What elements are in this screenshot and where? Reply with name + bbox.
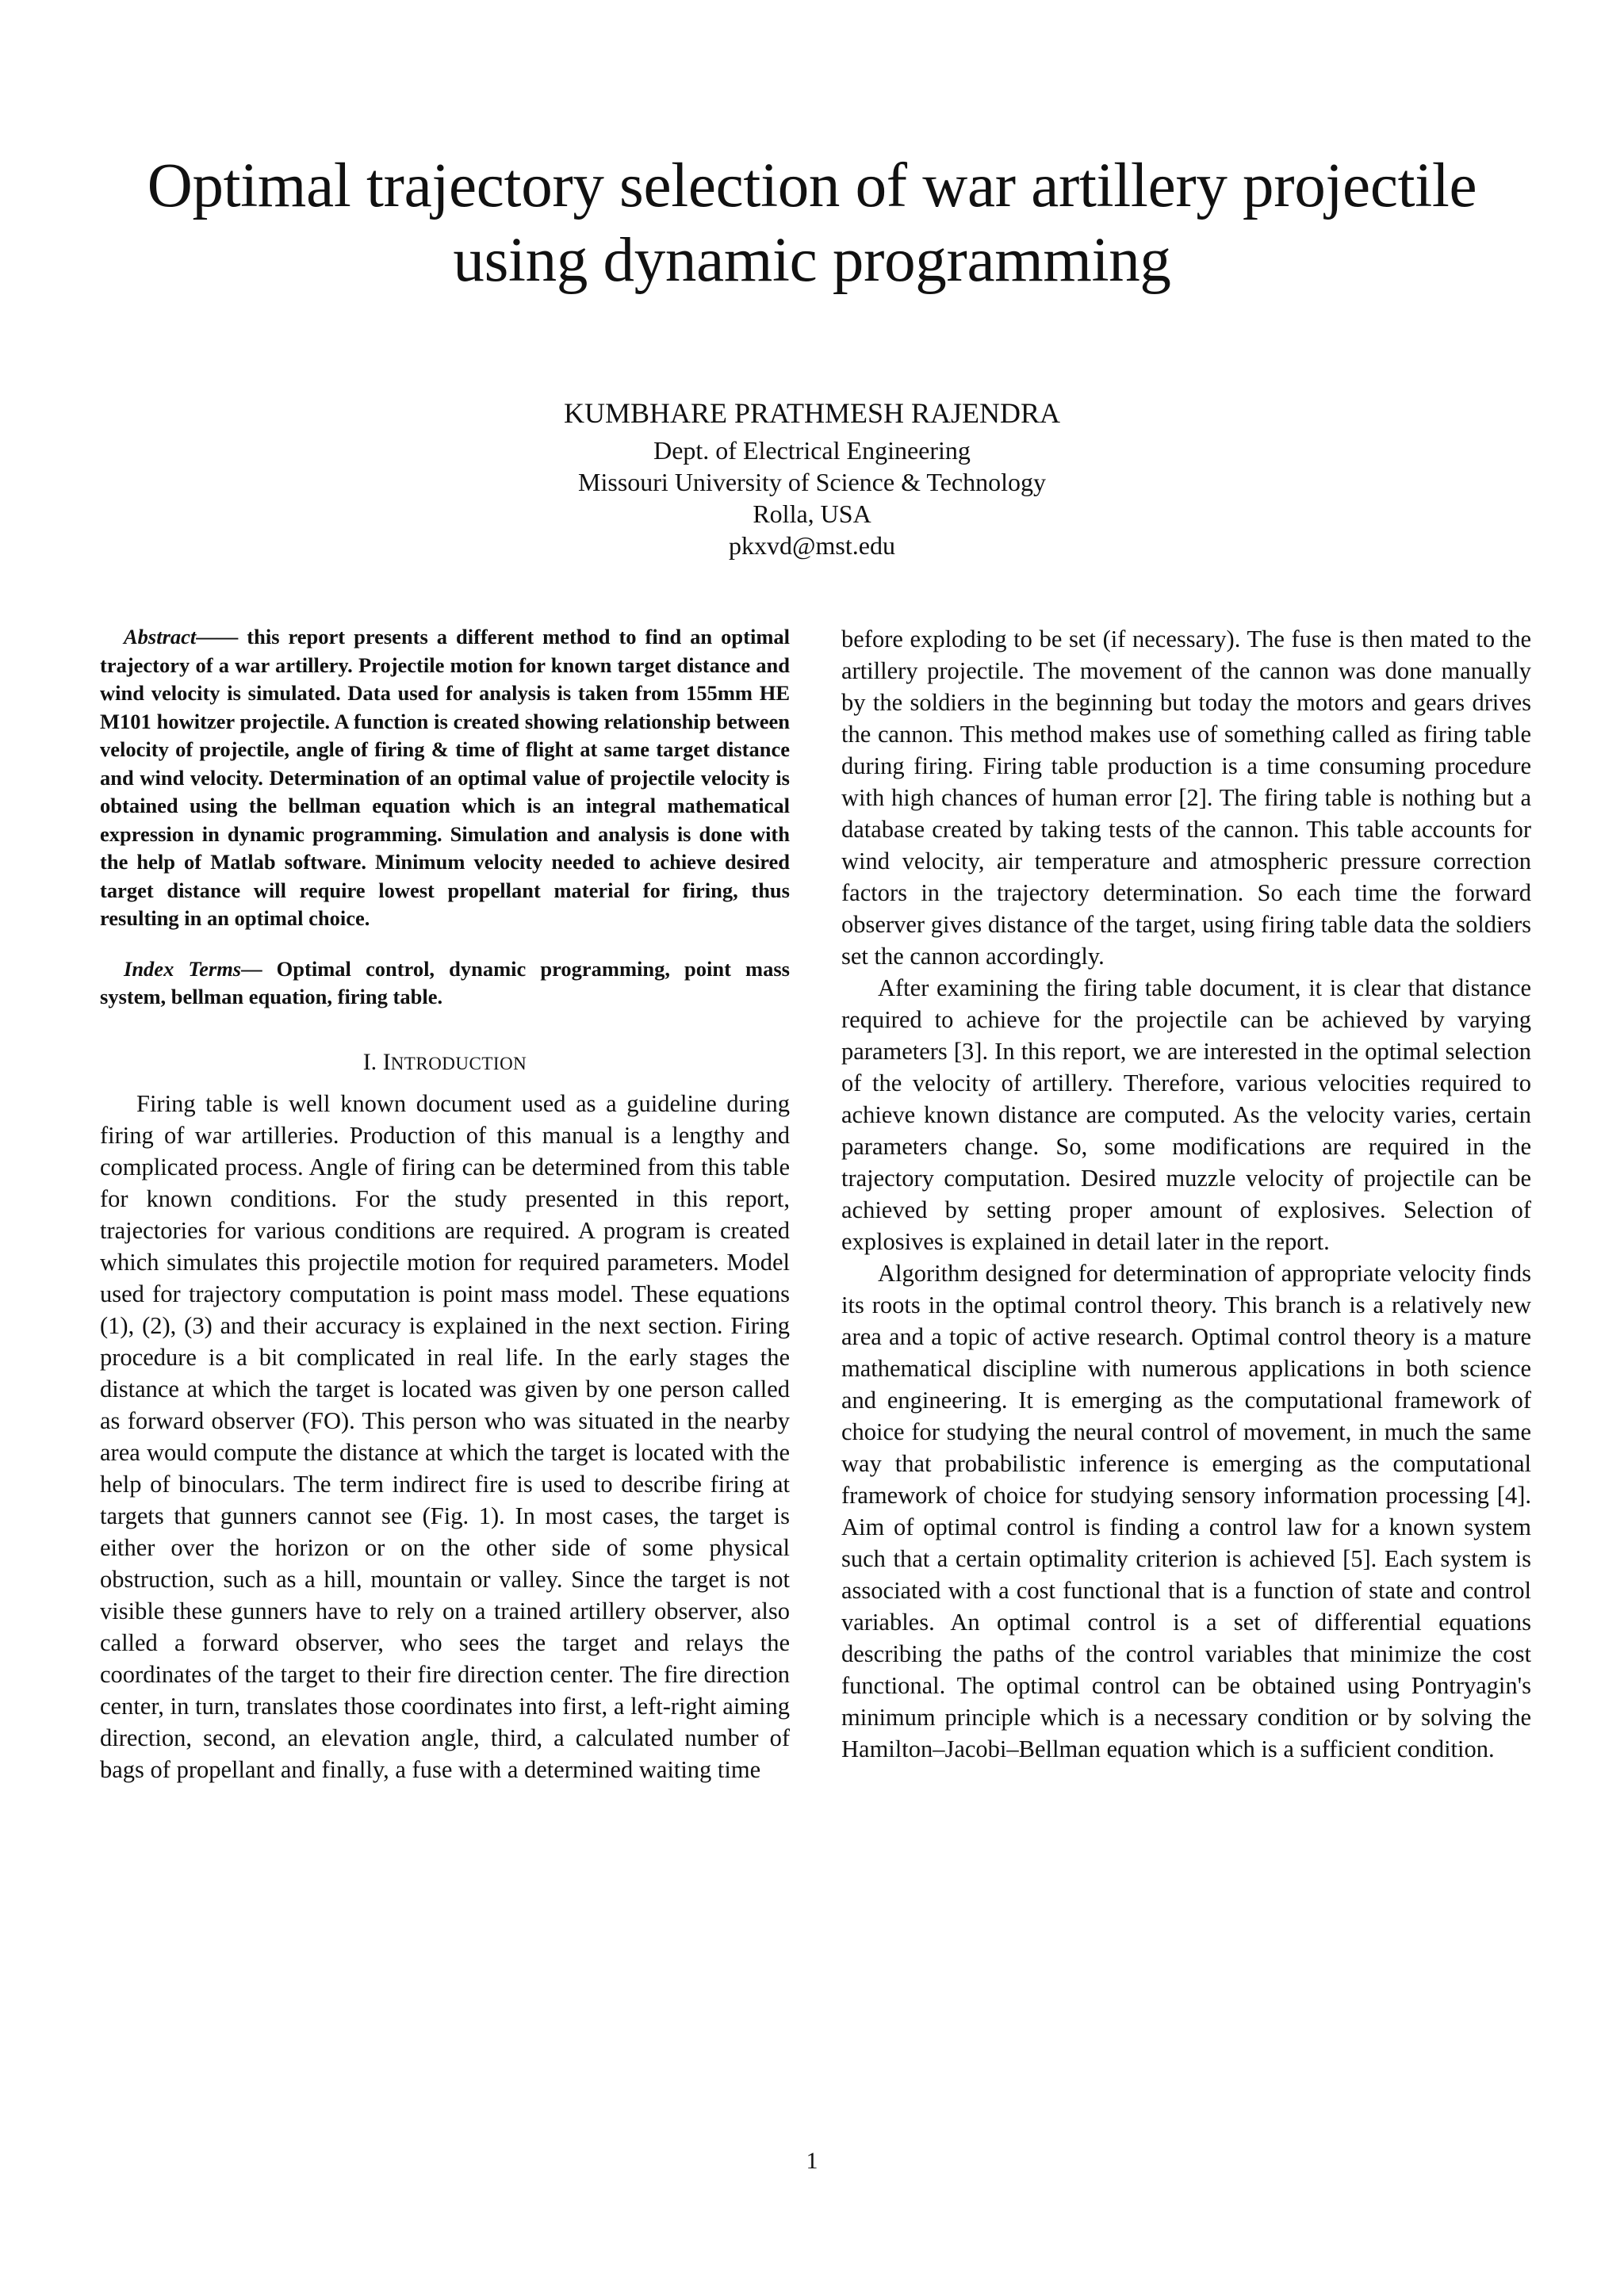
author-department: Dept. of Electrical Engineering (653, 436, 971, 465)
abstract-label: Abstract (124, 625, 197, 649)
index-terms-dash: — (241, 956, 262, 981)
index-terms-text: Optimal control, dynamic programming, point mass system, bellman equation, firing table. (100, 956, 790, 1008)
author-university: Missouri University of Science & Technology (578, 468, 1046, 496)
intro-paragraph-2: After examining the firing table document, it is clear that distance required to achieve for the projectile can be achieved by varying parameters [3]. In this report, we are interested in the optimal selection of the velocity of artillery. Therefore, various velocities required to achieve known distance are computed. As the velocity varies, certain parameters change. So, some modifications are required in the trajectory computation. Desired muzzle velocity of projectile can be achieved by setting proper amount of explosives. Selection of explosives is explained in detail later in the report. (841, 974, 1531, 1255)
author-name: KUMBHARE PRATHMESH RAJENDRA (563, 397, 1061, 429)
intro-paragraph-1: Firing table is well known document used as a guideline during firing of war artilleries. Production of this manual is a lengthy and complicated process. Angle of firing can be determined from this table for known conditions. For the study presented in this report, trajectories for various conditions are required. A program is created which simulates this projectile motion for required parameters. Model used for trajectory computation is point mass model. These equations (1), (2), (3) and their accuracy is explained in the next section. Firing procedure is a bit complicated in real life. In the early stages the distance at which the target is located was given by one person called as forward observer (FO). This person who was situated in the nearby area would compute the distance at which the target is located with the help of binoculars. The term indirect fire is used to describe firing at targets that gunners cannot see (Fig. 1). In most cases, the target is either over the horizon or on the other side of some physical obstruction, such as a hill, mountain or valley. Since the target is not visible these gunners have to rely on a trained artillery observer, also called a forward observer, who sees the target and relays the coordinates of the target to their fire direction center. The fire direction center, in turn, translates those coordinates into first, a left-right aiming direction, second, an elevation angle, third, a calculated number of bags of propellant and finally, a fuse with a determined waiting time (100, 1089, 790, 1783)
author-block (0, 394, 1624, 561)
left-column (100, 623, 790, 1785)
title-line-1: Optimal trajectory selection of war artillery projectile (147, 151, 1477, 220)
section-heading-introduction (100, 1047, 790, 1080)
right-column (841, 623, 1531, 1765)
page-number: 1 (806, 2148, 818, 2174)
section-number: I. (362, 1048, 383, 1075)
section-title-rest: NTRODUCTION (390, 1053, 527, 1073)
intro-paragraph-3: Algorithm designed for determination of appropriate velocity finds its roots in the optimal control theory. This branch is a relatively new area and a topic of active research. Optimal control theory is a mature mathematical discipline with numerous applications in both science and engineering. It is emerging as the computational framework of choice for studying the neural control of movement, in much the same way that probabilistic inference is emerging as the computational framework of choice for studying sensory information processing [4]. Aim of optimal control is finding a control law for a known system such that a certain optimality criterion is achieved [5]. Each system is associated with a cost functional that is a function of state and control variables. An optimal control is a set of differential equations describing the paths of the control variables that minimize the cost functional. The optimal control can be obtained using Pontryagin's minimum principle which is a necessary condition or by solving the Hamilton–Jacobi–Bellman equation which is a sufficient condition. (841, 1260, 1531, 1762)
intro-paragraph-1-continued: before exploding to be set (if necessary). The fuse is then mated to the artillery projectile. The movement of the cannon was done manually by the soldiers in the beginning but today the motors and gears drives the cannon. This method makes use of something called as firing table during firing. Firing table production is a time consuming procedure with high chances of human error [2]. The firing table is nothing but a database created by taking tests of the cannon. This table accounts for wind velocity, air temperature and atmospheric pressure correction factors in the trajectory determination. So each time the forward observer gives distance of the target, using firing table data the soldiers set the cannon accordingly. (841, 626, 1531, 970)
author-location: Rolla, USA (753, 499, 871, 528)
index-terms-label: Index Terms (124, 956, 242, 981)
abstract-text: this report presents a different method to find an optimal trajectory of a war artillery. Projectile motion for known target distance and wind velocity is simulated. Data used for analysis is taken from 155mm HE M101 howitzer projectile. A function is created showing relationship between velocity of projectile, angle of firing & time of flight at same target distance and wind velocity. Determination of an optimal value of projectile velocity is obtained using the bellman equation which is an integral mathematical expression in dynamic programming. Simulation and analysis is done with the help of Matlab software. Minimum velocity needed to achieve desired target distance will require lowest propellant material for firing, thus resulting in an optimal choice. (100, 625, 790, 930)
paper-title (63, 149, 1561, 298)
section-initial: I (382, 1048, 391, 1075)
title-line-2: using dynamic programming (453, 226, 1171, 295)
author-email: pkxvd@mst.edu (729, 531, 895, 560)
index-terms (100, 955, 790, 1012)
abstract-dash: —— (196, 625, 239, 649)
abstract (100, 623, 790, 933)
